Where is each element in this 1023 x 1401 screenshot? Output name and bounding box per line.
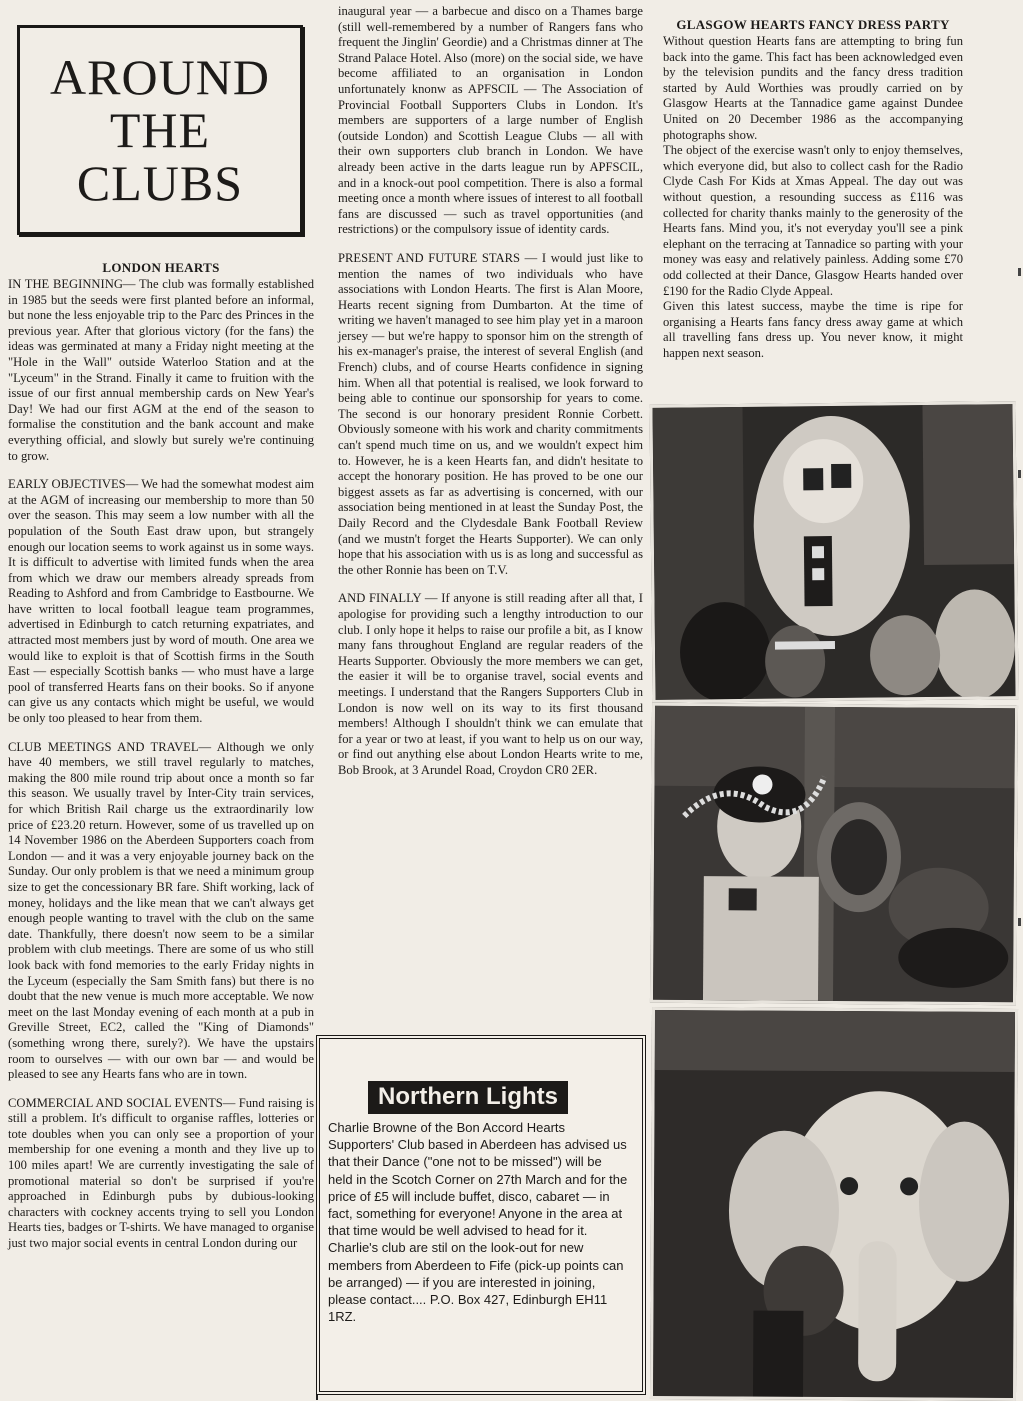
margin-mark — [1018, 268, 1021, 276]
glasgow-paragraph-2: The object of the exercise wasn't only to enjoy themselves, which everyone did, but also to collect cash for the Radio Clyde Cash For Kids at Xmas Appeal. The day out was without question, a resounding success as £116 was collected for charity thanks mainly to the generosity of the Hearts fans. Mind you, it's not everyday you'll see a pink elephant on the terracing at Tannadice so parting with your money was easy and relatively painless. Adding some £70 odd collected at their Dance, Glasgow Hearts handed over £190 for the Radio Clyde Appeal. — [663, 143, 963, 298]
title-line-3: CLUBS — [76, 154, 244, 211]
margin-mark — [1018, 470, 1021, 478]
northern-lights-heading: Northern Lights — [368, 1081, 568, 1114]
section-title-box — [17, 25, 303, 235]
photo-fans-drawing — [653, 706, 1015, 1003]
article-paragraph-meetings: CLUB MEETINGS AND TRAVEL— Although we only have 40 members, we still travel regularly to matches, making the 800 mile round trip about once a month so far this season. We usually travel by Inter-City train services, for which British Rail charge us the extraordinarily low price of £23.20 return. However, some of us travelled up on 14 November 1986 on the Aberdeen Supporters coach from London — and it was a very enjoyable journey back on the Sunday. Our only problem is that we need a minimum group size to get the concessionary BR fare. Shift working, lack of money, holidays and the like mean that we can't always get enough people wanting to travel with the club on the same date. Thankfully, there doesn't now seem to be a similar problem with club meetings. There are some of us who still look back with fond memories to the early Friday nights in the Lyceum (especially the Sam Smith fans) but there is no doubt that the new venue is much more acceptable. We now meet on the last Monday evening of each month at a pub in Greville Street, EC2, called the "King of Diamonds" (something wrong there, surely?). We have the upstairs room to ourselves — with our own bar — and would be pleased to see any Hearts fans who are in town. — [8, 739, 314, 1082]
photo-fancy-dress-mascot — [649, 401, 1018, 703]
glasgow-hearts-heading: GLASGOW HEARTS FANCY DRESS PARTY — [676, 17, 950, 32]
column-2 — [338, 4, 643, 779]
article-paragraph-inaugural: inaugural year — a barbecue and disco on a Thames barge (still well-remembered by a number of Rangers fans who frequent the Jinglin' Geordie) and a Christmas dinner at The Strand Palace Hotel. Also (more) on the social side, we have become affiliated to an organisation in London unfortunately knonw as APFSCIL — The Association of Provincial Football Supporters Clubs in London. It's members are supporters of a large number of English (outside London) and Scottish League Clubs — all with their own supporters club branch in London. We have already been active in the darts league run by APFSCIL, and in a knock-out pool competition. There is also a formal meeting once a month where issues of interest to all football fans are discussed — such as travel opportunities (and restrictions) or the compulsory issue of identity cards. — [338, 4, 643, 237]
northern-lights-text — [328, 1119, 628, 1325]
column-1 — [8, 260, 314, 1252]
northern-lights-paragraph-2: Charlie's club are stil on the look-out for new members from Aberdeen to Fife (pick-up points can be arranged) — if you are interested in joining, please contact.... P.O. Box 427, Edinburgh EH11 1RZ. — [328, 1240, 624, 1325]
northern-lights-box — [316, 1035, 646, 1395]
article-paragraph-finally: AND FINALLY — If anyone is still reading after all that, I apologise for providing such a lengthy introduction to our club. I only hope it helps to raise our profile a bit, as I know many fans throughout England are regular readers of the Hearts Supporter. Obviously the more members we can get, the easier it will be to organise travel, social events and meetings. I understand that the Rangers Supporters Club in London is now well on its way to its first thousand members! Although I shouldn't think we can emulate that for a year or two at least, if you want to help us on our way, or find out anything else about London Hearts write to me, Bob Brook, at 3 Arundel Road, Croydon CR0 2ER. — [338, 591, 643, 777]
photo-fans-tinsel — [650, 703, 1018, 1006]
article-paragraph-objectives: EARLY OBJECTIVES— We had the somewhat modest aim at the AGM of increasing our membership to more than 50 over the season. This may seem a low number with all the population of the South East draw upon, but strangely enough our location seems to work against us in some ways. It is difficult to advertise with limited funds when the area from which we draw our members already spreads from Reading to Ashford and from Cambridge to Eastbourne. We have written to local football league team programmes, advertised in Edinburgh to catch returning expatriates, and attracted most members just by word of mouth. One area we would like to exploit is that of Scottish firms in the South East — especially Scottish banks — who must have a large pool of transferred Hearts fans on their books. So if anyone can give us any contacts which might be useful, we would be only too pleased to hear from them. — [8, 477, 314, 726]
london-hearts-heading: LONDON HEARTS — [102, 260, 220, 275]
photo-elephant-drawing — [653, 1010, 1015, 1398]
photo-pink-elephant — [650, 1007, 1018, 1401]
margin-mark — [1018, 918, 1021, 926]
photo-mascot-drawing — [652, 404, 1015, 700]
northern-lights-paragraph-1: Charlie Browne of the Bon Accord Hearts Supporters' Club based in Aberdeen has advised us that their Dance ("one not to be missed") will be held in the Scotch Corner on 27th March and for the price of £5 will include buffet, disco, cabaret — in fact, something for everyone! Anyone in the area at that time would be well advised to head for it. — [328, 1120, 628, 1239]
article-paragraph-commercial: COMMERCIAL AND SOCIAL EVENTS— Fund raising is still a problem. It's difficult to organise raffles, lotteries or tote doubles when you can only see a proportion of your membership for one evening a month and they live up to 100 miles apart! We are currently investigating the sale of promotional material so don't be surprised if you're approached in Edinburgh pubs by dubious-looking characters with cockney accents trying to sell you London Hearts ties, badges or T-shirts. We have managed to organise just two major social events in central London during our — [8, 1095, 314, 1251]
article-paragraph-stars: PRESENT AND FUTURE STARS — I would just like to mention the names of two individuals who have associations with London Hearts. The first is Alan Moore, Hearts recent signing from Dumbarton. At the time of writing we haven't managed to see him play yet in a maroon jersey — but we're happy to sponsor him on the strength of his ex-manager's praise, the interest of several English (and French) clubs, and of course Hearts confidence in signing him. When all that potential is realised, we look forward to being able to continue our sponsorship for years to come. The second is our honorary president Ronnie Corbett. Obviously someone with his work and charity commitments can't spend much time on us, and we wouldn't expect him to. However, he is a keen Hearts fan, and didn't hesitate to accept the honorary position. He has proved to be one our biggest assets as far as advertising is concerned, with our association being mentioned in at least the Sunday Post, the Daily Record and the Clydesdale Bank Football Review (and we mustn't forget the Hearts Supporter). We can only hope that his association with us is as long and successful as the other Ronnie has been on T.V. — [338, 250, 643, 577]
title-line-1: AROUND — [50, 48, 270, 105]
glasgow-paragraph-1: Without question Hearts fans are attempting to bring fun back into the game. This fact has been acknowledged even by the television pundits and the fancy dress tradition started by Auld Worthies was proudly carried on by Glasgow Hearts at the Tannadice game against Dundee United on 20 December 1986 as the accompanying photographs show. — [663, 34, 963, 142]
title-line-2: THE — [109, 101, 211, 158]
article-paragraph-beginning: IN THE BEGINNING— The club was formally established in 1985 but the seeds were first planted before an informal, but none the less enjoyable trip to the Parc des Princes in the previous year. After that glorious victory (for the fans) the ideas was germinated at many a Friday night meeting at the "Hole in the Wall" outside Waterloo Station and at the "Lyceum" in the Strand. Finally it came to fruition with the issue of our first annual membership cards on New Year's Day! We had our first AGM at the end of the season to formalise the constitution and the bank account and make everything official, and slowly but surely we're continuing to grow. — [8, 277, 314, 463]
glasgow-paragraph-3: Given this latest success, maybe the time is ripe for organising a Hearts fans fancy dress away game at which all travelling fans dress up. You never know, it might happen next season. — [663, 299, 963, 360]
column-3 — [663, 17, 963, 361]
